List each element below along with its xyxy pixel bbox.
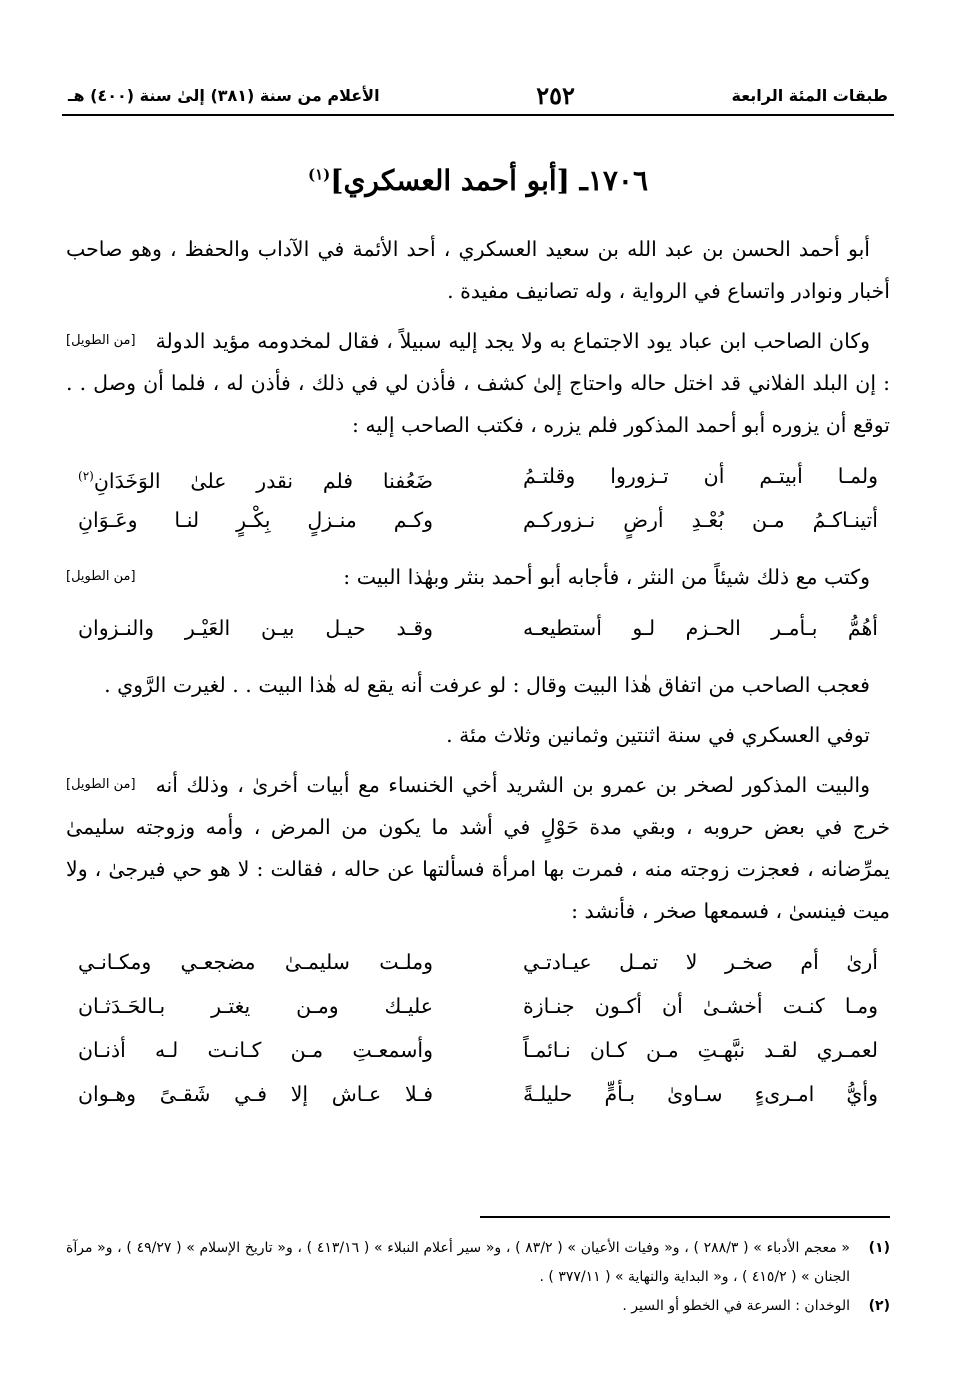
paragraph-4: فعجب الصاحب من اتفاق هٰذا البيت وقال : لو عرفت أنه يقع له هٰذا البيت . . لغيرت الرَّوي . — [104, 673, 870, 697]
header-range-title: الأعلام من سنة (٣٨١) إلىٰ سنة (٤٠٠) هـ — [68, 85, 380, 105]
page-number: ٢٥٢ — [536, 80, 575, 110]
verse-line — [66, 454, 890, 498]
poem-3 — [66, 940, 890, 1116]
paragraph-1: أبو أحمد الحسن بن عبد الله بن سعيد العسكري ، أحد الأئمة في الآداب والحفظ ، وهو صاحب أخبار ونوادر واتساع في الرواية ، وله تصانيف مفيدة . — [66, 237, 890, 303]
verse-first-hemistich: أرىٰ أم صخـر لا تمـل عيـادتـي — [522, 950, 878, 974]
verse-line — [66, 940, 890, 984]
verse-line — [66, 606, 890, 650]
paragraph-5: توفي العسكري في سنة اثنتين وثمانين وثلاث مئة . — [446, 723, 870, 747]
entry-title-text: ١٧٠٦ـ [أبو أحمد العسكري] — [330, 164, 648, 197]
meter-label: [من الطويل] — [66, 777, 136, 792]
entry-title-footnote-ref: (١) — [307, 165, 331, 184]
verse-first-hemistich: أتينـاكـمُ مـن بُعْـدِ أرضٍ نـزوركـم — [522, 508, 878, 532]
verse-second-hemistich-text: ضَعُفنا فلم نقدر علىٰ الوَخَدَانِ — [93, 468, 434, 493]
paragraph-6 — [66, 764, 890, 932]
running-header — [68, 78, 888, 112]
verse-line — [66, 498, 890, 542]
header-rule — [62, 114, 894, 116]
verse-line — [66, 1072, 890, 1116]
verse-second-hemistich: فـلا عـاش إلا فـي شَقـىً وهـوان — [78, 1082, 434, 1106]
verse-line — [66, 1028, 890, 1072]
verse-first-hemistich: وأيُّ امـرىءٍ سـاوىٰ بـأمٍّ حليلـةً — [522, 1082, 878, 1106]
verse-first-hemistich: لعمـري لقـد نبَّهـتِ مـن كـان نـائمـاً — [522, 1038, 878, 1062]
poem-2 — [66, 606, 890, 650]
poem-1 — [66, 454, 890, 542]
footnote-text: الوخدان : السرعة في الخطو أو السير . — [622, 1298, 850, 1314]
footnotes — [66, 1234, 890, 1321]
header-section-title: طبقات المئة الرابعة — [731, 85, 888, 105]
paragraph-2 — [66, 320, 890, 446]
verse-second-hemistich: وملـت سليمـىٰ مضجعـي ومكـانـي — [78, 950, 434, 974]
verse-second-hemistich: وكـم منـزلٍ بِكْـرٍ لنـا وعَـوَانِ — [78, 508, 434, 532]
verse-footnote-ref: (٢) — [78, 469, 94, 483]
verse-first-hemistich: ومـا كنـت أخشـىٰ أن أكـون جنـازة — [522, 994, 878, 1018]
main-text — [66, 228, 890, 1130]
paragraph-3 — [66, 556, 890, 598]
entry-title — [60, 164, 896, 197]
footnote-number: (١) — [868, 1240, 890, 1256]
meter-label: [من الطويل] — [66, 569, 136, 584]
verse-second-hemistich: عليـك ومـن يغتـر بـالحَـدَثـان — [78, 994, 434, 1018]
verse-second-hemistich — [66, 454, 445, 498]
verse-line — [66, 984, 890, 1028]
verse-second-hemistich: وأسمعـتِ مـن كـانـت لـه أذنـان — [78, 1038, 434, 1062]
footnote-2 — [66, 1292, 890, 1321]
paragraph-3-text: وكتب مع ذلك شيئاً من النثر ، فأجابه أبو أحمد بنثر وبهٰذا البيت : — [343, 565, 870, 589]
verse-first-hemistich: ولمـا أبيتـم أن تـزوروا وقلتـمُ — [522, 464, 878, 488]
footnote-text: « معجم الأدباء » ( ٢٨٨/٣ ) ، و« وفيات الأعيان » ( ٨٣/٢ ) ، و« سير أعلام النبلاء » ( ٤١٣/١٦ ) ، و« تاريخ الإسلام » ( ٤٩/٢٧ ) ، و« مرآة الجنان » ( ٤١٥/٢ ) ، و« البداية والنهاية » ( ٣٧٧/١١ ) . — [66, 1240, 851, 1285]
verse-second-hemistich: وقـد حيـل بيـن العَيْـر والنـزوان — [78, 616, 434, 640]
paragraph-2-text: وكان الصاحب ابن عباد يود الاجتماع به ولا يجد إليه سبيلاً ، فقال لمخدومه مؤيد الدولة : إن البلد الفلاني قد اختل حاله واحتاج إلىٰ كشف ، فأذن لي في ذلك ، فأذن له ، فلما أن وصل . . توقع أن يزوره أبو أحمد المذكور فلم يزره ، فكتب الصاحب إليه : — [66, 329, 890, 437]
footnote-rule — [480, 1216, 890, 1218]
footnote-number: (٢) — [868, 1298, 890, 1314]
verse-first-hemistich: أهُمُّ بـأمـر الحـزم لـو أستطيعـه — [522, 616, 878, 640]
meter-label: [من الطويل] — [66, 333, 136, 348]
footnote-1 — [66, 1234, 890, 1292]
paragraph-6-text: والبيت المذكور لصخر بن عمرو بن الشريد أخي الخنساء مع أبيات أخرىٰ ، وذلك أنه خرج في بعض حروبه ، وبقي مدة حَوْلٍ في أشد ما يكون من المرض ، وأمه وزوجته سليمىٰ يمرِّضانه ، فعجزت زوجته منه ، فمرت بها امرأة فسألتها عن حاله ، فقالت : لا هو حي فيرجىٰ ، ولا ميت فينسىٰ ، فسمعها صخر ، فأنشد : — [66, 773, 890, 923]
